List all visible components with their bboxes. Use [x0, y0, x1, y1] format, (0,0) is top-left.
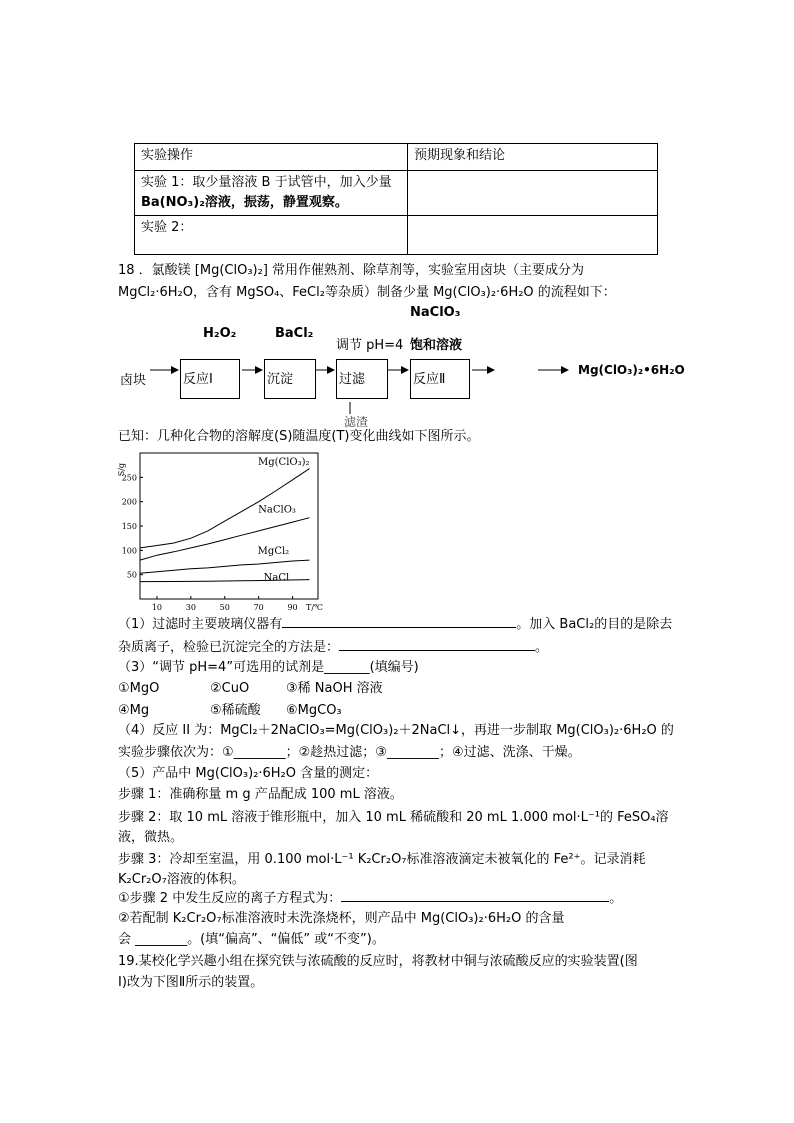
q19-line2: Ⅰ)改为下图Ⅱ所示的装置。 [118, 975, 264, 990]
q4-line2: 实验步骤依次为：①________；②趁热过滤；③________；④过滤、洗涤、干燥。 [118, 745, 581, 760]
q18-line2: MgCl₂·6H₂O，含有 MgSO₄、FeCl₂等杂质）制备少量 Mg(ClO₃)₂·6H₂O 的流程如下： [118, 285, 616, 300]
option-5[interactable]: ⑤稀硫酸 [210, 703, 261, 718]
step-box-precipitate: 沉淀 [264, 359, 316, 399]
q1-blank-instruments[interactable] [282, 613, 516, 628]
series-label-0: Mg(ClO₃)₂ [258, 457, 310, 469]
partial-top-label: 调节 pH=4 [336, 338, 404, 353]
q19-line1: 19.某校化学兴趣小组在探究铁与浓硫酸的反应时，将教材中铜与浓硫酸反应的实验装置(图 [118, 954, 638, 969]
solubility-chart [118, 449, 324, 615]
x-axis-label: T/℃ [306, 603, 323, 612]
sub2-line2: 会 ________。(填“偏高”、“偏低” 或“不变”)。 [118, 932, 385, 947]
step2-line2: 液，微热。 [118, 830, 184, 845]
y-tick-label: 150 [121, 522, 137, 531]
header-operation: 实验操作 [135, 144, 408, 171]
step3-line1: 步骤 3：冷却至室温，用 0.100 mol·L⁻¹ K₂Cr₂O₇标准溶液滴定未被氧化的 Fe²⁺。记录消耗 [118, 852, 646, 867]
reagent-bacl2: BaCl₂ [275, 326, 314, 341]
x-tick-label: 10 [151, 603, 163, 612]
y-tick-label: 200 [121, 497, 137, 507]
x-tick-label: 50 [219, 603, 230, 612]
series-label-3: NaCl [263, 572, 290, 584]
header-conclusion: 预期现象和结论 [408, 144, 658, 171]
q1-line1 [118, 613, 672, 636]
q3-line: （3）“调节 pH=4”可选用的试剂是_______(填编号) [118, 660, 419, 675]
options-row1 [118, 677, 538, 700]
y-tick-label: 50 [126, 570, 137, 580]
reagent-h2o2: H₂O₂ [203, 326, 237, 341]
y-tick-label: 250 [121, 473, 137, 483]
q4-line1: （4）反应 II 为：MgCl₂＋2NaClO₃=Mg(ClO₃)₂＋2NaCl↓，再进一步制取 Mg(ClO₃)₂·6H₂O 的 [118, 723, 674, 738]
x-tick-label: 70 [253, 603, 264, 612]
option-3[interactable]: ③稀 NaOH 溶液 [286, 681, 383, 696]
series-label-2: MgCl₂ [257, 546, 290, 558]
option-2[interactable]: ②CuO [210, 681, 250, 696]
sub1-text: ①步骤 2 中发生反应的离子方程式为： [118, 891, 342, 906]
plot-frame [140, 453, 318, 599]
step1-line: 步骤 1：准确称量 m g 产品配成 100 mL 溶液。 [118, 787, 403, 802]
partial-bottom-label: 滤渣 [344, 415, 369, 429]
q1-part-a: （1）过滤时主要玻璃仪器有 [118, 617, 283, 632]
q1-part-c: 杂质离子，检验已沉淀完全的方法是： [118, 640, 340, 655]
q1-blank-method[interactable] [339, 636, 535, 651]
x-tick-label: 30 [185, 603, 196, 612]
step-box-reaction2: 反应Ⅱ [410, 359, 470, 399]
option-1[interactable]: ①MgO [118, 681, 160, 696]
sub1-end: 。 [609, 891, 623, 906]
step2-line1: 步骤 2：取 10 mL 溶液于锥形瓶中，加入 10 mL 稀硫酸和 20 mL 1.000 mol·L⁻¹的 FeSO₄溶 [118, 810, 669, 825]
series-label-1: NaClO₃ [258, 504, 296, 516]
q5-line: （5）产品中 Mg(ClO₃)₂·6H₂O 含量的测定： [118, 766, 379, 781]
row2-operation: 实验 2： [135, 216, 408, 255]
series-line-2 [140, 560, 310, 573]
step3-line2: K₂Cr₂O₇溶液的体积。 [118, 872, 245, 887]
y-axis-label: S/g [117, 463, 126, 477]
x-tick-label: 90 [287, 603, 298, 612]
q1-part-b: 。加入 BaCl₂的目的是除去 [516, 617, 673, 632]
step-box-filter: 过滤 [336, 359, 388, 399]
q18-line1: 18 ．氯酸镁 [Mg(ClO₃)₂] 常用作催熟剂、除草剂等，实验室用卤块（主要成分为 [118, 263, 585, 278]
y-tick-label: 100 [121, 546, 137, 556]
sub1-blank-equation[interactable] [341, 887, 609, 902]
option-6[interactable]: ⑥MgCO₃ [286, 703, 342, 718]
q1-part-d: 。 [535, 640, 549, 655]
sub2-line1: ②若配制 K₂Cr₂O₇标准溶液时未洗涤烧杯，则产品中 Mg(ClO₃)₂·6H₂O 的含量 [118, 911, 565, 926]
reagent-saturated: 饱和溶液 [410, 338, 463, 353]
row1-line1: 实验 1：取少量溶液 B 于试管中，加入少量 [141, 175, 392, 190]
known-statement: 已知：几种化合物的溶解度(S)随温度(T)变化曲线如下图所示。 [118, 429, 480, 444]
reagent-naclo3: NaClO₃ [410, 305, 461, 320]
option-4[interactable]: ④Mg [118, 703, 150, 718]
row1-line2: Ba(NO₃)₂溶液，振荡，静置观察。 [141, 195, 348, 210]
step-box-reaction1: 反应Ⅰ [180, 359, 240, 399]
product-label: Mg(ClO₃)₂•6H₂O [578, 363, 685, 377]
start-material: 卤块 [120, 373, 147, 388]
